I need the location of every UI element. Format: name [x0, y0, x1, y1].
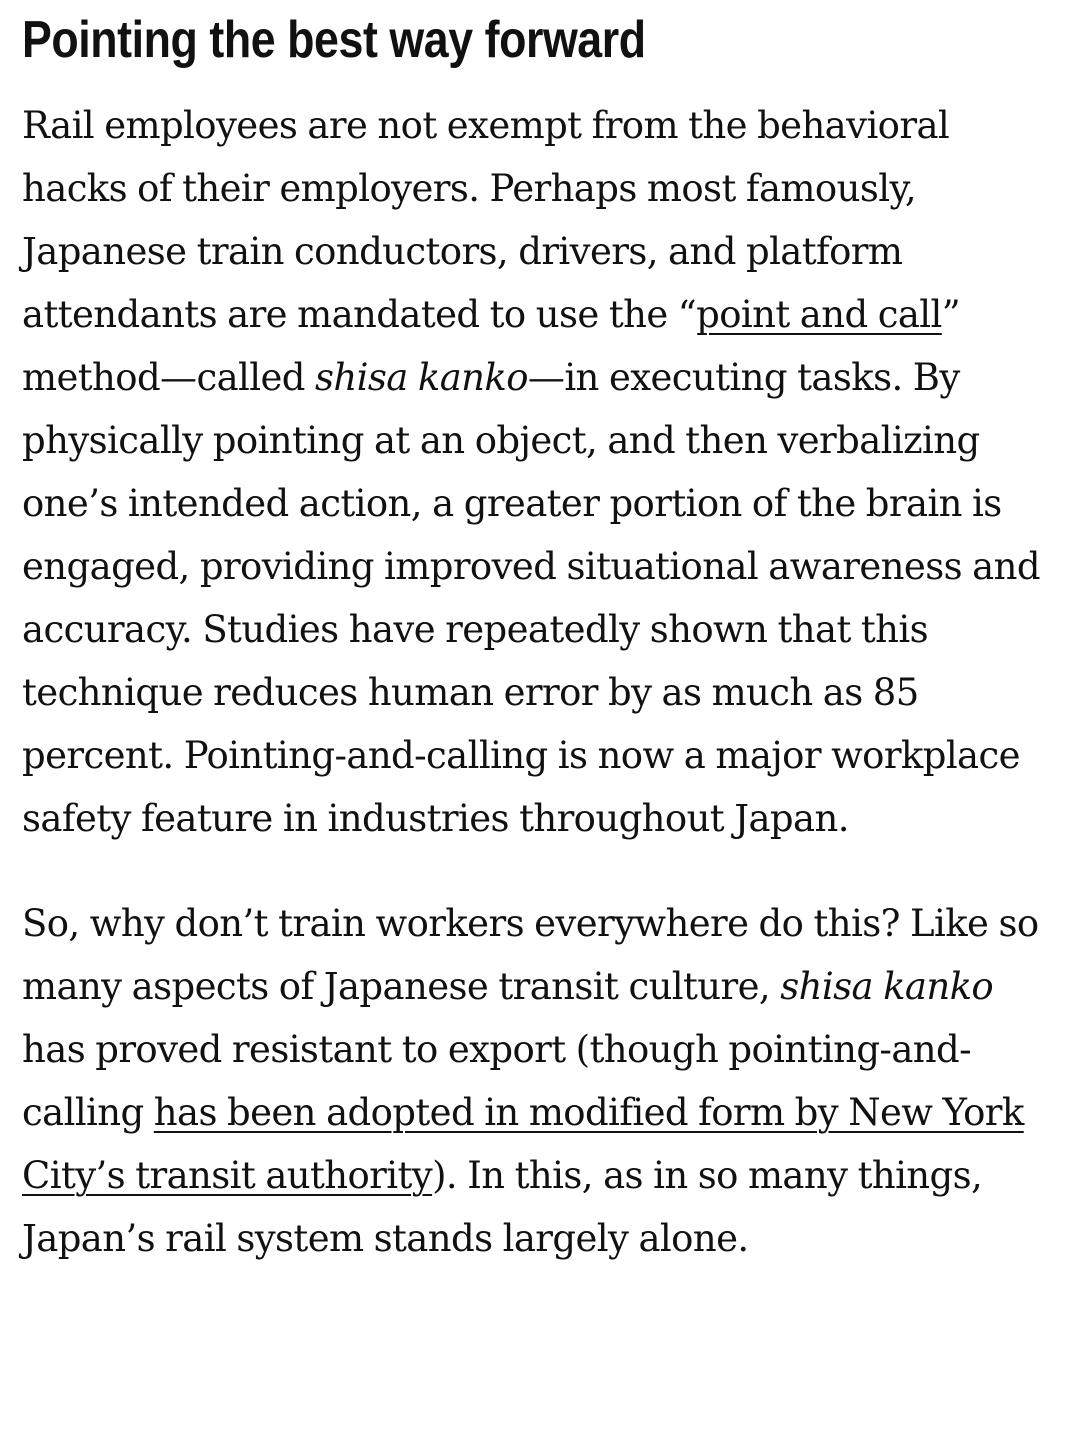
paragraph-1	[22, 94, 1062, 850]
paragraph-2	[22, 892, 1062, 1270]
nyc-transit-authority-link[interactable]: has been adopted in modified form by New York City’s transit authority	[22, 1091, 1024, 1197]
point-and-call-link[interactable]: point and call	[696, 293, 942, 336]
paragraph-1-text-c: —in executing tasks. By physically pointing at an object, and then verbalizing one’s intended action, a greater portion of the brain is engaged, providing improved situational awareness and accuracy. Studies have repeatedly shown that this technique reduces human error by as much as 85 percent. Pointing-and-calling is now a major workplace safety feature in industries throughout Japan.	[22, 356, 1040, 840]
section-heading: Pointing the best way forward	[22, 11, 646, 69]
paragraph-2-text-b: has proved resistant to export (though pointing-and-calling	[22, 1028, 971, 1134]
shisa-kanko-term: shisa kanko	[780, 965, 994, 1008]
paragraph-1-text-b: ” method—called	[22, 293, 961, 399]
paragraph-2-text-a: So, why don’t train workers everywhere do this? Like so many aspects of Japanese transit culture,	[22, 902, 1039, 1008]
paragraph-2-text-c: ). In this, as in so many things, Japan’s rail system stands largely alone.	[22, 1154, 983, 1260]
article-body	[22, 0, 1062, 1270]
paragraph-1-text-a: Rail employees are not exempt from the behavioral hacks of their employers. Perhaps most famously, Japanese train conductors, drivers, and platform attendants are mandated to use the “	[22, 104, 950, 336]
shisa-kanko-term: shisa kanko	[315, 356, 528, 399]
